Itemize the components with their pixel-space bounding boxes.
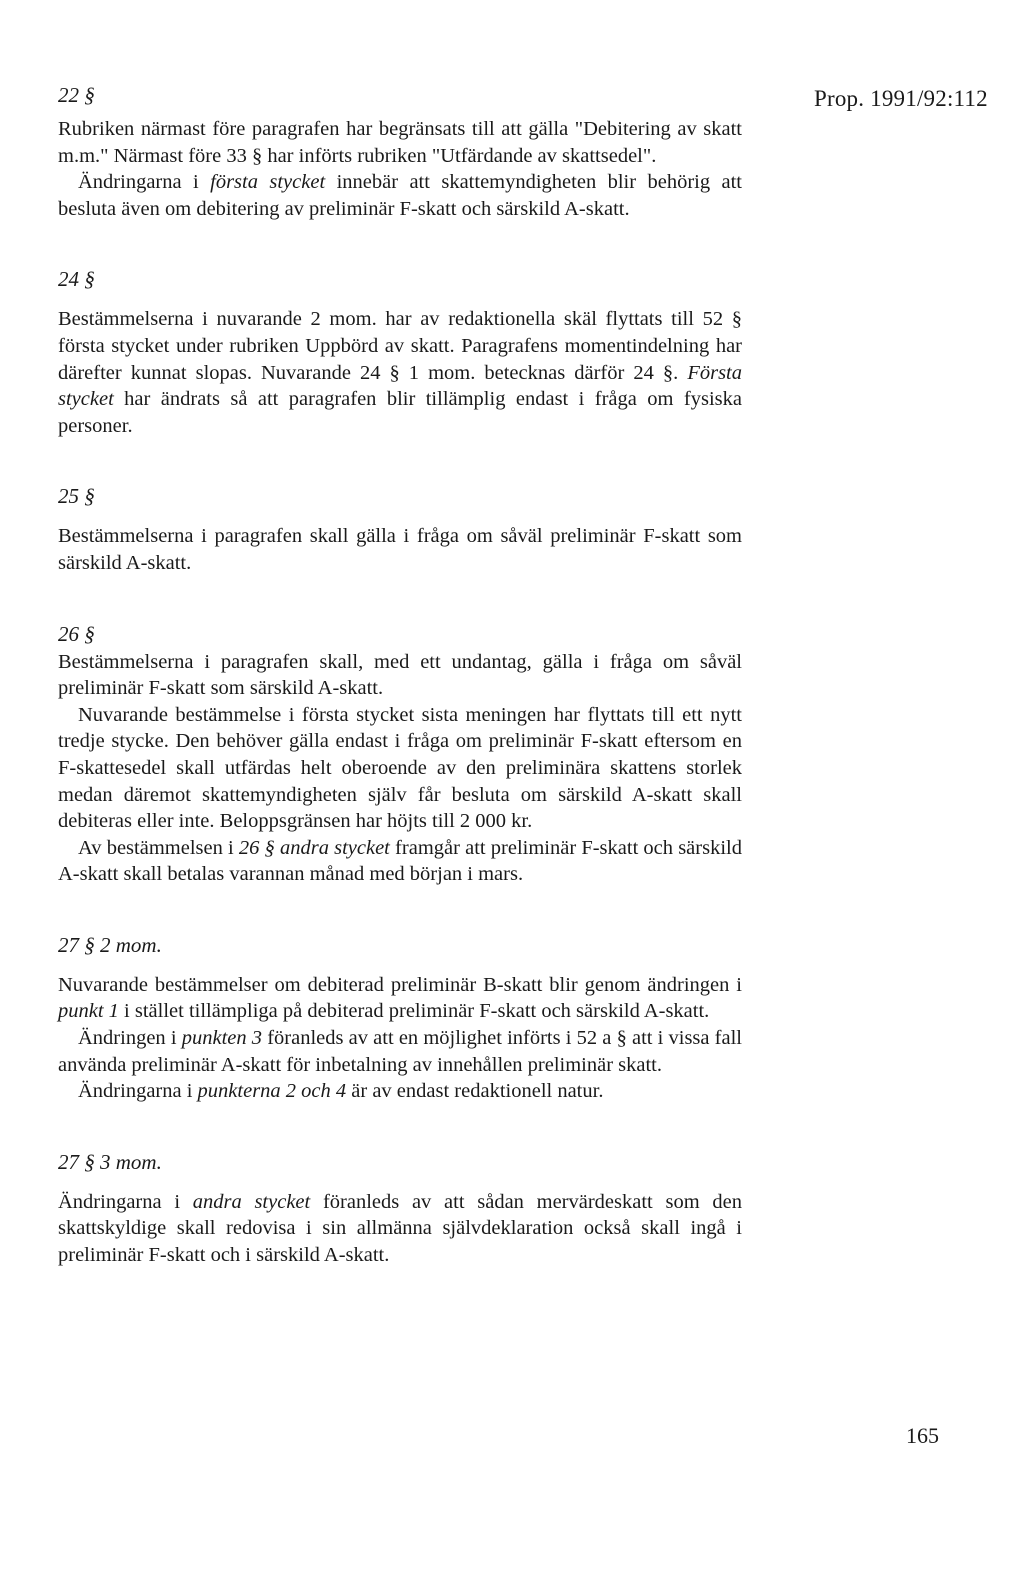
document-reference: Prop. 1991/92:112 [814,86,988,111]
section-27-3-mom [58,1149,742,1269]
paragraph [58,306,742,439]
italic-text-run: Första stycket [58,361,742,411]
text-run: i stället tillämpliga på debiterad preliminär F-skatt och särskild A-skatt. [118,1000,710,1023]
text-run: Bestämmelserna i paragrafen skall gälla i fråga om såväl preliminär F-skatt som särskild A-skatt. [58,525,742,574]
text-run: är av endast redaktionell natur. [346,1080,604,1103]
italic-text-run: 26 § andra stycket [238,836,390,859]
text-run: framgår att preliminär F-skatt och särskild A-skatt skall betalas varannan månad med början i mars. [58,836,742,886]
section-heading: 26 § [58,621,95,646]
text-run: innebär att skattemyndigheten blir behörig att besluta även om debitering av preliminär F-skatt och särskild A-skatt. [58,171,743,220]
section-heading: 27 § 3 mom. [58,1149,162,1174]
section-heading: 27 § 2 mom. [58,932,162,957]
paragraph [58,702,742,835]
italic-text-run: punkt 1 [58,1000,119,1023]
text-run: Av bestämmelsen i [78,836,239,859]
paragraph [58,649,742,702]
section-heading: 24 § [58,267,95,292]
italic-text-run: första stycket [210,171,326,194]
page-number: 165 [906,1423,939,1448]
text-run: Ändringarna i [78,171,211,194]
text-run: Nuvarande bestämmelser om debiterad preliminär B-skatt blir genom ändringen i [58,973,742,996]
paragraph [58,1025,742,1078]
paragraph [58,1078,742,1105]
italic-text-run: punkterna 2 och 4 [197,1080,347,1103]
text-run: Bestämmelserna i paragrafen skall, med ett undantag, gälla i fråga om såväl preliminär F-skatt som särskild A-skatt. [58,650,742,700]
section-heading: 25 § [58,484,95,509]
text-run: har ändrats så att paragrafen blir tillämplig endast i fråga om fysiska personer. [58,388,742,437]
paragraph [58,835,742,888]
paragraph [58,169,742,222]
section-27-2-mom [58,932,742,1105]
paragraph [58,116,742,169]
italic-text-run: andra stycket [192,1190,311,1213]
paragraph [58,523,742,576]
text-run: Bestämmelserna i nuvarande 2 mom. har av redaktionella skäl flyttats till 52 § första stycket under rubriken Uppbörd av skatt. Paragrafens momentindelning har därefter kunnat slopas. Nuvarande 24 § 1 mom. betecknas därför 24 §. [58,308,742,384]
section-24 [58,266,742,439]
paragraph [58,972,742,1025]
text-run: Ändringarna i [58,1190,193,1213]
section-heading: 22 § [58,83,95,107]
text-run: Nuvarande bestämmelse i första stycket sista meningen har flyttats till ett nytt tredje stycke. Den behöver gälla endast i fråga om preliminär F-skatt eftersom en F-skattesedel skall utfärdas helt oberoende av den preliminära skattens storlek medan däremot skattemyndigheten själv får besluta om särskild A-skatt skall debiteras eller inte. Beloppsgränsen har höjts till 2 000 kr. [58,703,742,833]
text-run: Ändringen i [78,1027,182,1050]
paragraph [58,1189,742,1269]
section-22 [58,82,742,222]
text-run: föranleds av att sådan mervärdeskatt som den skattskyldige skall redovisa i sin allmänna självdeklaration också skall ingå i preliminär F-skatt och i särskild A-skatt. [58,1190,742,1267]
section-26 [58,621,742,888]
section-25 [58,483,742,576]
text-run: Rubriken närmast före paragrafen har begränsats till att gälla "Debitering av skatt m.m." Närmast före 33 § har införts rubriken "Utfärdande av skattsedel". [58,118,742,167]
text-column [58,82,742,1269]
text-run: föranleds av att en möjlighet införts i 52 a § att i vissa fall använda preliminär A-skatt för inbetalning av innehållen preliminär skatt. [58,1027,742,1076]
italic-text-run: punkten 3 [181,1027,263,1050]
text-run: Ändringarna i [78,1080,198,1103]
